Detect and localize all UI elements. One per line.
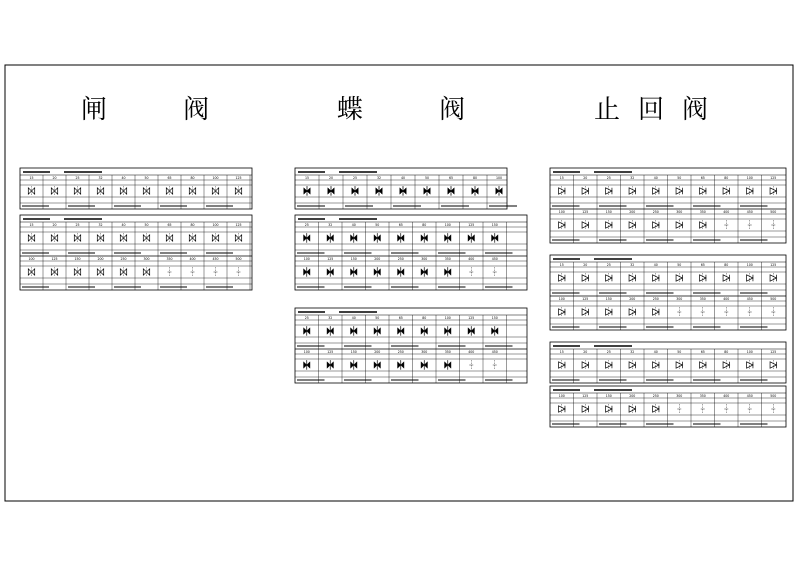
size-label: 50	[677, 350, 682, 355]
size-label: 125	[468, 223, 475, 228]
butterfly-symbol	[445, 326, 451, 335]
size-label: 25	[304, 223, 309, 228]
size-label: 200	[97, 257, 104, 262]
size-label: 50	[424, 176, 430, 181]
size-label: 300	[676, 394, 683, 399]
size-label: 15	[29, 176, 34, 181]
size-label: 25	[352, 176, 358, 181]
size-label: 65	[167, 176, 172, 181]
size-label: 150	[605, 394, 612, 399]
butterfly-symbol	[421, 326, 427, 335]
size-label: 250	[397, 350, 404, 355]
check-valve-table-1	[550, 168, 786, 243]
size-label: 15	[559, 263, 564, 268]
size-label: 400	[468, 350, 475, 355]
size-label: 450	[746, 394, 753, 399]
size-label: 100	[212, 176, 219, 181]
butterfly-symbol	[351, 267, 357, 276]
size-label: 32	[98, 223, 103, 228]
size-label: 100	[558, 210, 565, 215]
size-label: 20	[52, 223, 57, 228]
size-label: 50	[144, 176, 149, 181]
size-label: 65	[700, 350, 705, 355]
size-label: 300	[421, 257, 428, 262]
size-label: 40	[121, 223, 126, 228]
size-label: 40	[121, 176, 126, 181]
butterfly-symbol	[400, 186, 406, 195]
size-label: 300	[676, 210, 683, 215]
butterfly-symbol	[351, 360, 357, 369]
butterfly-symbol	[304, 186, 310, 195]
size-label: 125	[582, 210, 589, 215]
size-label: 100	[212, 223, 219, 228]
size-label: 450	[491, 257, 498, 262]
sheet-border	[5, 65, 793, 501]
butterfly-symbol	[374, 267, 380, 276]
butterfly-symbol	[327, 326, 333, 335]
butterfly-symbol	[304, 326, 310, 335]
size-label: 250	[397, 257, 404, 262]
size-label: 25	[606, 350, 611, 355]
size-label: 32	[630, 263, 635, 268]
size-label: 300	[676, 297, 683, 302]
size-label: 200	[629, 297, 636, 302]
size-label: 400	[723, 394, 730, 399]
butterfly-symbol	[398, 360, 404, 369]
size-label: 65	[700, 263, 705, 268]
size-label: 100	[303, 350, 310, 355]
size-label: 125	[235, 223, 242, 228]
size-label: 100	[746, 263, 753, 268]
size-label: 300	[421, 350, 428, 355]
size-label: 65	[398, 223, 403, 228]
size-label: 20	[583, 176, 588, 181]
size-label: 40	[351, 223, 356, 228]
size-label: 80	[422, 316, 427, 321]
size-label: 40	[351, 316, 356, 321]
butterfly-symbol	[304, 267, 310, 276]
butterfly-symbol	[445, 360, 451, 369]
size-label: 15	[29, 223, 34, 228]
size-label: 100	[303, 257, 310, 262]
size-label: 350	[444, 257, 451, 262]
size-label: 350	[699, 210, 706, 215]
size-label: 125	[770, 176, 777, 181]
butterfly-symbol	[304, 233, 310, 242]
size-label: 100	[746, 176, 753, 181]
size-label: 32	[376, 176, 382, 181]
size-label: 32	[98, 176, 103, 181]
size-label: 25	[606, 176, 611, 181]
size-label: 40	[653, 350, 658, 355]
size-label: 50	[144, 223, 149, 228]
butterfly-symbol	[374, 233, 380, 242]
size-label: 15	[559, 176, 564, 181]
size-label: 450	[491, 350, 498, 355]
butterfly-valve-heading: 蝶 阀	[336, 95, 500, 125]
butterfly-symbol	[398, 267, 404, 276]
size-label: 25	[304, 316, 309, 321]
size-label: 450	[746, 210, 753, 215]
size-label: 350	[166, 257, 173, 262]
gate-valve-table-1	[20, 168, 252, 209]
size-label: 65	[398, 316, 403, 321]
butterfly-symbol	[304, 360, 310, 369]
size-label: 350	[444, 350, 451, 355]
butterfly-symbol	[374, 360, 380, 369]
butterfly-symbol	[472, 186, 478, 195]
valve-tables	[20, 168, 786, 427]
size-label: 100	[444, 223, 451, 228]
size-label: 500	[235, 257, 242, 262]
size-label: 80	[724, 263, 729, 268]
size-label: 350	[699, 297, 706, 302]
size-label: 400	[723, 210, 730, 215]
size-label: 250	[652, 394, 659, 399]
size-label: 100	[558, 394, 565, 399]
butterfly-symbol	[351, 233, 357, 242]
size-label: 80	[472, 176, 478, 181]
size-label: 32	[630, 176, 635, 181]
size-label: 40	[653, 176, 658, 181]
size-label: 125	[582, 297, 589, 302]
butterfly-symbol	[352, 186, 358, 195]
butterfly-symbol	[492, 326, 498, 335]
size-label: 32	[328, 223, 333, 228]
size-label: 125	[770, 263, 777, 268]
size-label: 450	[212, 257, 219, 262]
size-label: 65	[167, 223, 172, 228]
size-label: 15	[304, 176, 310, 181]
size-label: 32	[328, 316, 333, 321]
butterfly-symbol	[448, 186, 454, 195]
butterfly-valve-table-3	[295, 308, 527, 383]
size-label: 125	[468, 316, 475, 321]
butterfly-symbol	[327, 233, 333, 242]
size-label: 200	[374, 350, 381, 355]
size-label: 25	[606, 263, 611, 268]
size-label: 400	[723, 297, 730, 302]
size-label: 100	[444, 316, 451, 321]
butterfly-symbol	[445, 267, 451, 276]
size-label: 50	[375, 223, 380, 228]
size-label: 25	[75, 176, 80, 181]
size-label: 150	[605, 297, 612, 302]
size-label: 15	[559, 350, 564, 355]
size-label: 500	[770, 394, 777, 399]
size-label: 100	[558, 297, 565, 302]
size-label: 150	[74, 257, 81, 262]
check-valve-table-3	[550, 342, 786, 383]
size-label: 400	[468, 257, 475, 262]
size-label: 40	[653, 263, 658, 268]
size-label: 80	[724, 176, 729, 181]
gate-valve-table-2	[20, 215, 252, 290]
size-label: 65	[448, 176, 454, 181]
butterfly-symbol	[468, 326, 474, 335]
size-label: 20	[583, 263, 588, 268]
size-label: 500	[770, 210, 777, 215]
size-label: 20	[328, 176, 334, 181]
size-label: 200	[374, 257, 381, 262]
butterfly-symbol	[496, 186, 502, 195]
butterfly-symbol	[351, 326, 357, 335]
size-label: 250	[652, 210, 659, 215]
check-valve-heading: 止回阀	[593, 95, 727, 125]
butterfly-valve-table-2	[295, 215, 527, 290]
butterfly-symbol	[445, 233, 451, 242]
size-label: 125	[327, 257, 334, 262]
size-label: 65	[700, 176, 705, 181]
size-label: 100	[28, 257, 35, 262]
size-label: 300	[143, 257, 150, 262]
size-label: 20	[583, 350, 588, 355]
headings	[81, 95, 726, 125]
size-label: 125	[51, 257, 58, 262]
size-label: 200	[629, 210, 636, 215]
butterfly-symbol	[421, 360, 427, 369]
size-label: 32	[630, 350, 635, 355]
size-label: 100	[746, 350, 753, 355]
butterfly-symbol	[327, 360, 333, 369]
check-valve-table-2	[550, 255, 786, 330]
size-label: 100	[495, 176, 503, 181]
butterfly-symbol	[398, 233, 404, 242]
size-label: 150	[350, 257, 357, 262]
gate-valve-heading: 闸 阀	[80, 95, 244, 125]
size-label: 500	[770, 297, 777, 302]
size-label: 125	[235, 176, 242, 181]
size-label: 250	[652, 297, 659, 302]
size-label: 25	[75, 223, 80, 228]
butterfly-valve-table-1	[295, 168, 517, 209]
size-label: 125	[327, 350, 334, 355]
size-label: 200	[629, 394, 636, 399]
size-label: 150	[350, 350, 357, 355]
butterfly-symbol	[327, 267, 333, 276]
size-label: 150	[491, 316, 498, 321]
size-label: 450	[746, 297, 753, 302]
butterfly-symbol	[328, 186, 334, 195]
butterfly-symbol	[421, 267, 427, 276]
butterfly-symbol	[374, 326, 380, 335]
size-label: 400	[189, 257, 196, 262]
size-label: 40	[400, 176, 406, 181]
size-label: 50	[375, 316, 380, 321]
size-label: 80	[724, 350, 729, 355]
size-label: 125	[582, 394, 589, 399]
size-label: 125	[770, 350, 777, 355]
size-label: 20	[52, 176, 57, 181]
size-label: 80	[190, 176, 195, 181]
size-label: 250	[120, 257, 127, 262]
size-label: 80	[422, 223, 427, 228]
butterfly-symbol	[468, 233, 474, 242]
butterfly-symbol	[492, 233, 498, 242]
size-label: 350	[699, 394, 706, 399]
size-label: 150	[605, 210, 612, 215]
check-valve-table-4	[550, 386, 786, 427]
butterfly-symbol	[424, 186, 430, 195]
butterfly-symbol	[398, 326, 404, 335]
butterfly-symbol	[421, 233, 427, 242]
size-label: 50	[677, 263, 682, 268]
size-label: 150	[491, 223, 498, 228]
butterfly-symbol	[376, 186, 382, 195]
size-label: 50	[677, 176, 682, 181]
size-label: 80	[190, 223, 195, 228]
